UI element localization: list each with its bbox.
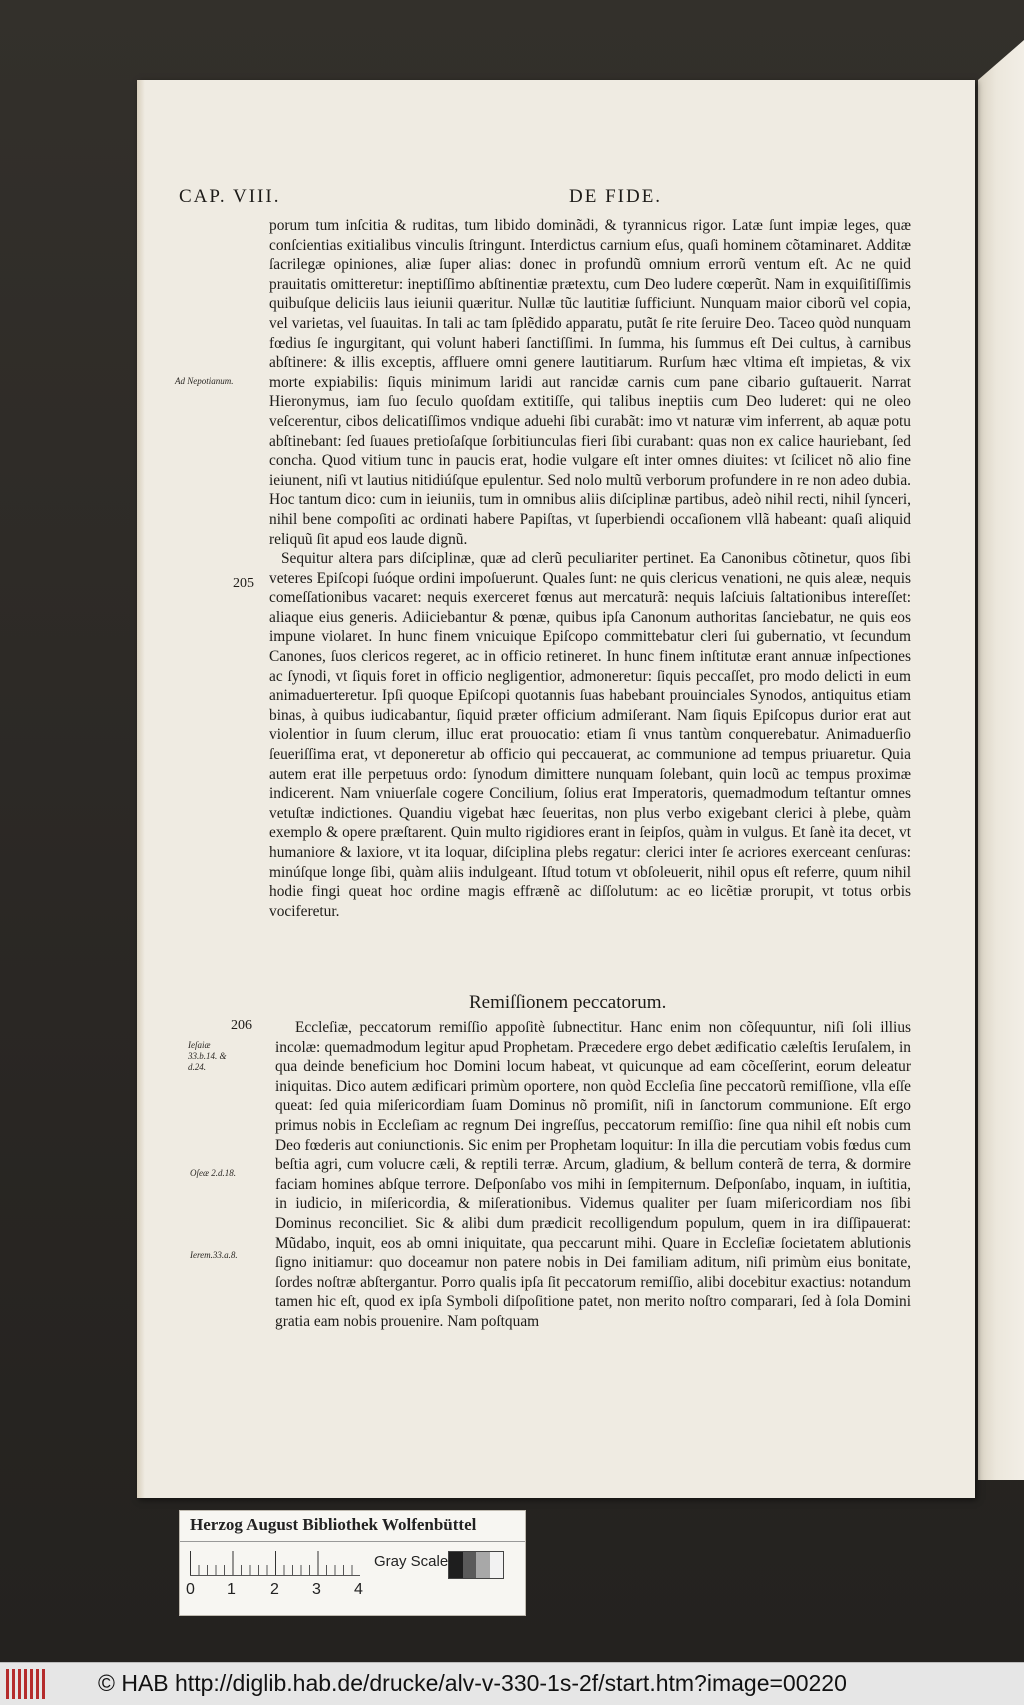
ruler-number: 3 [312, 1581, 321, 1598]
margin-number-205: 205 [233, 576, 254, 591]
gray-swatch [476, 1552, 490, 1578]
main-text-block [269, 216, 911, 921]
paragraph-discipline-clergy: Sequitur altera pars diſciplinæ, quæ ad clerũ peculiariter pertinet. Ea Canonibus cõtinetur, quos ſibi veteres Epiſcopi ſuóque ordini impoſuerunt. Quales ſunt: ne quis clericus venationi, ne quis aleæ, nequis comeſſationibus vacaret: nequis exerceret fœnus aut mercaturã: nequis laſciuis ſaltationibus intereſſet: aliaque eius generis. Adiiciebantur & pœnæ, quibus ipſa Canonum authoritas ſanciebatur, ne quis eos impune violaret. In hunc finem vnicuique Epiſcopo committebatur cleri ſui gubernatio, vt ſecundum Canones, ſuos clericos regeret, ac in officio retineret. In hunc finem inſtitutæ erant annuæ inſpectiones ac ſynodi, vt ſiquis foret in officio negligentior, admoneretur: ſiquis peccaſſet, pro modo delicti in eum animaduerteretur. Ipſi quoque Epiſcopi quotannis ſuas habebant prouinciales Synodos, antiquitus etiam binas, à quibus iudicabantur, ſiquid præter officium admiſerant. Nam ſiquis Epiſcopus durior erat aut violentior in ſuum clerum, illuc erat prouocatio: etiam ſi vnus tantùm conquerebatur. Animaduerſio ſeueriſſima erat, vt deponeretur ab officio qui peccauerat, ac communione ad tempus priuaretur. Quia autem erat ille perpetuus ordo: ſynodum dimittere nunquam ſolebant, quin locũ ac tempus proximæ indicerent. Nam vniuerſale cogere Concilium, ſolius erat Imperatoris, quemadmodum teſtantur omnes vetuſtæ indictiones. Quandiu vigebat hæc ſeueritas, non plus verbo exigebant clerici à plebe, quàm exemplo & opere præſtarent. Quin multo rigidiores erant in ſeipſos, quàm in vulgus. Et ſanè ita decet, vt humaniore & laxiore, vt ita loquar, diſciplina plebs regatur: clerici inter ſe acriores exerceant cenſuras: minúſque longe ſibi, quàm aliis indulgeant. Iſtud totum vt obſoleuerit, nihil opus eſt referre, quum nihil hodie fingi queat hoc ordine magis effrænẽ ac diſſolutum: ac eo licẽtiæ prorupit, vt totus orbis vociferetur. [269, 550, 911, 920]
section-title: DE FIDE. [569, 186, 663, 207]
margin-note-iesaiae: Ieſaiæ 33.b.14. & d.24. [188, 1040, 227, 1072]
remission-text-block [275, 1018, 911, 1332]
ruler-number: 4 [354, 1581, 363, 1598]
card-divider [180, 1541, 525, 1542]
ruler-major-ticks [190, 1551, 360, 1575]
gray-swatch [449, 1552, 463, 1578]
library-scale-card [179, 1510, 526, 1616]
margin-note-oseae: Oſeæ 2.d.18. [190, 1168, 236, 1178]
adjacent-page-edge [978, 40, 1024, 1480]
gray-scale-label: Gray Scale [374, 1553, 449, 1570]
ruler-number: 0 [186, 1581, 195, 1598]
library-name: Herzog August Bibliothek Wolfenbüttel [190, 1515, 477, 1534]
margin-number-206: 206 [231, 1018, 252, 1033]
hab-logo-icon [6, 1669, 46, 1699]
paragraph-remission: Eccleſiæ, peccatorum remiſſio appoſitè ſubnectitur. Hanc enim non cõſequuntur, niſi ſoli illius incolæ: quemadmodum legitur apud Prophetam. Præcedere ergo debet ædificatio cæleſtis Ieruſalem, in qua deinde beneficium hoc Domini locum habeat, vt quicunque ad eam cõceſſerint, eorum deleatur iniquitas. Dico autem ædificari primùm oportere, non quòd Eccleſia ſine peccatorũ remiſſione, vlla eſſe queat: ſed quia miſericordiam ſuam Dominus nõ promiſit, niſi in ſanctorum communione. Eſt ergo primus nobis in Eccleſiam ac regnum Dei ingreſſus, peccatorum remiſſio: ſine qua nihil eſt nobis cum Deo fœderis aut coniunctionis. Sic enim per Prophetam loquitur: In illa die percutiam vobis fœdus cum beſtia agri, cum volucre cæli, & reptili terræ. Arcum, gladium, & bellum conterã de terra, & dormire faciam homines abſque terrore. Deſponſabo vos mihi in ſempiternum. Deſponſabo, inquam, in iuſtitia, in iudicio, in miſericordia, & miſerationibus. Videmus qualiter per ſuam miſericordiam nos ſibi Dominus reconciliet. Sic & alibi dum prædicit recolligendum populum, quem in ira diſſipauerat: Mũdabo, inquit, eos ab omni iniquitate, qua peccarunt mihi. Quare in Eccleſiæ ſocietatem ablutionis ſigno initiamur: quo doceamur non patere nobis in Dei familiam aditum, niſi primùm eius bonitate, ſordes noſtræ abſtergantur. Porro qualis ipſa ſit peccatorum remiſſio, alibi docebitur exactius: notandum tamen hic eſt, quod ex ipſa Symboli diſpoſitione patet, non merito noſtro comparari, ſed à ſola Domini gratia eam nobis prouenire. Nam poſtquam [275, 1019, 911, 1330]
section-heading: Remiſſionem peccatorum. [469, 992, 667, 1013]
margin-note-nepotianum: Ad Nepotianum. [175, 376, 234, 386]
gray-swatch [490, 1552, 504, 1578]
running-head [179, 186, 949, 212]
ruler-numbers [186, 1581, 366, 1601]
gray-swatch [463, 1552, 477, 1578]
ruler-number: 1 [227, 1581, 236, 1598]
margin-note-ierem: Ierem.33.a.8. [190, 1250, 238, 1260]
chapter-label: CAP. VIII. [179, 186, 281, 207]
book-page [137, 80, 975, 1498]
source-url[interactable]: © HAB http://diglib.hab.de/drucke/alv-v-330-1s-2f/start.htm?image=00220 [98, 1670, 847, 1696]
paragraph-continued: porum tum inſcitia & ruditas, tum libido dominãdi, & tyrannicus rigor. Latæ ſunt impiæ leges, quæ conſcientias exitialibus vinculis ſtringunt. Interdictus carnium eſus, quaſi hominem cõtaminaret. Additæ ſacrilegæ opiniones, aliæ ſuper alias: donec in profundũ omnium errorũ ventum eſt. Ac ne quid prauitatis omitteretur: ineptiſſimo abſtinentiæ prætextu, cum Deo ludere cœperũt. Nam in exquiſitiſſimis quibuſque deliciis laus ieiunii quæritur. Nullæ tũc lautitiæ ſufficiunt. Nunquam maior ciborũ vel copia, vel varietas, vel ſuauitas. In tali ac tam ſplẽdido apparatu, putãt ſe rite ſeruire Deo. Taceo quòd nunquam fœdius ſe ingurgitant, qui volunt haberi ſanctiſſimi. In ſumma, his ſummus eſt Dei cultus, à carnibus abſtinere: & illis exceptis, affluere omni genere lautitiarum. Rurſum hæc vltima eſt impietas, & vix morte expiabilis: ſiquis minimum laridi aut rancidæ carnis cum pane cibario guſtauerit. Narrat Hieronymus, iam ſuo ſeculo quoſdam extitiſſe, qui talibus ineptiis cum Deo luderet: qui ne oleo veſcerentur, cibos delicatiſſimos vndique aduehi ſibi curabãt: imo vt naturæ vim inferrent, ab aquæ potu abſtinebant: ſed ſuaues pretioſaſque ſorbitiunculas fieri ſibi curabant: quas non ex calice hauriebant, ſed concha. Quod vitium tunc in paucis erat, hodie vulgare eſt inter omnes diuites: vt ſcilicet nõ alio fine ieiunent, niſi vt lautius nitidiúſque epulentur. Sed nolo multũ verborum profundere in re non adeo dubia. Hoc tantum dico: cum in ieiuniis, tum in omnibus aliis diſciplinæ partibus, adeò nihil recti, nihil ſynceri, nihil bene compoſiti ac ordinati habere Papiſtas, vt ſuperbiendi occaſionem vllã habeant: quaſi aliquid reliquũ ſit apud eos laude dignũ. [269, 217, 911, 548]
ruler-number: 2 [270, 1581, 279, 1598]
viewer-footer [0, 1662, 1024, 1705]
gray-scale-swatches [448, 1551, 504, 1579]
